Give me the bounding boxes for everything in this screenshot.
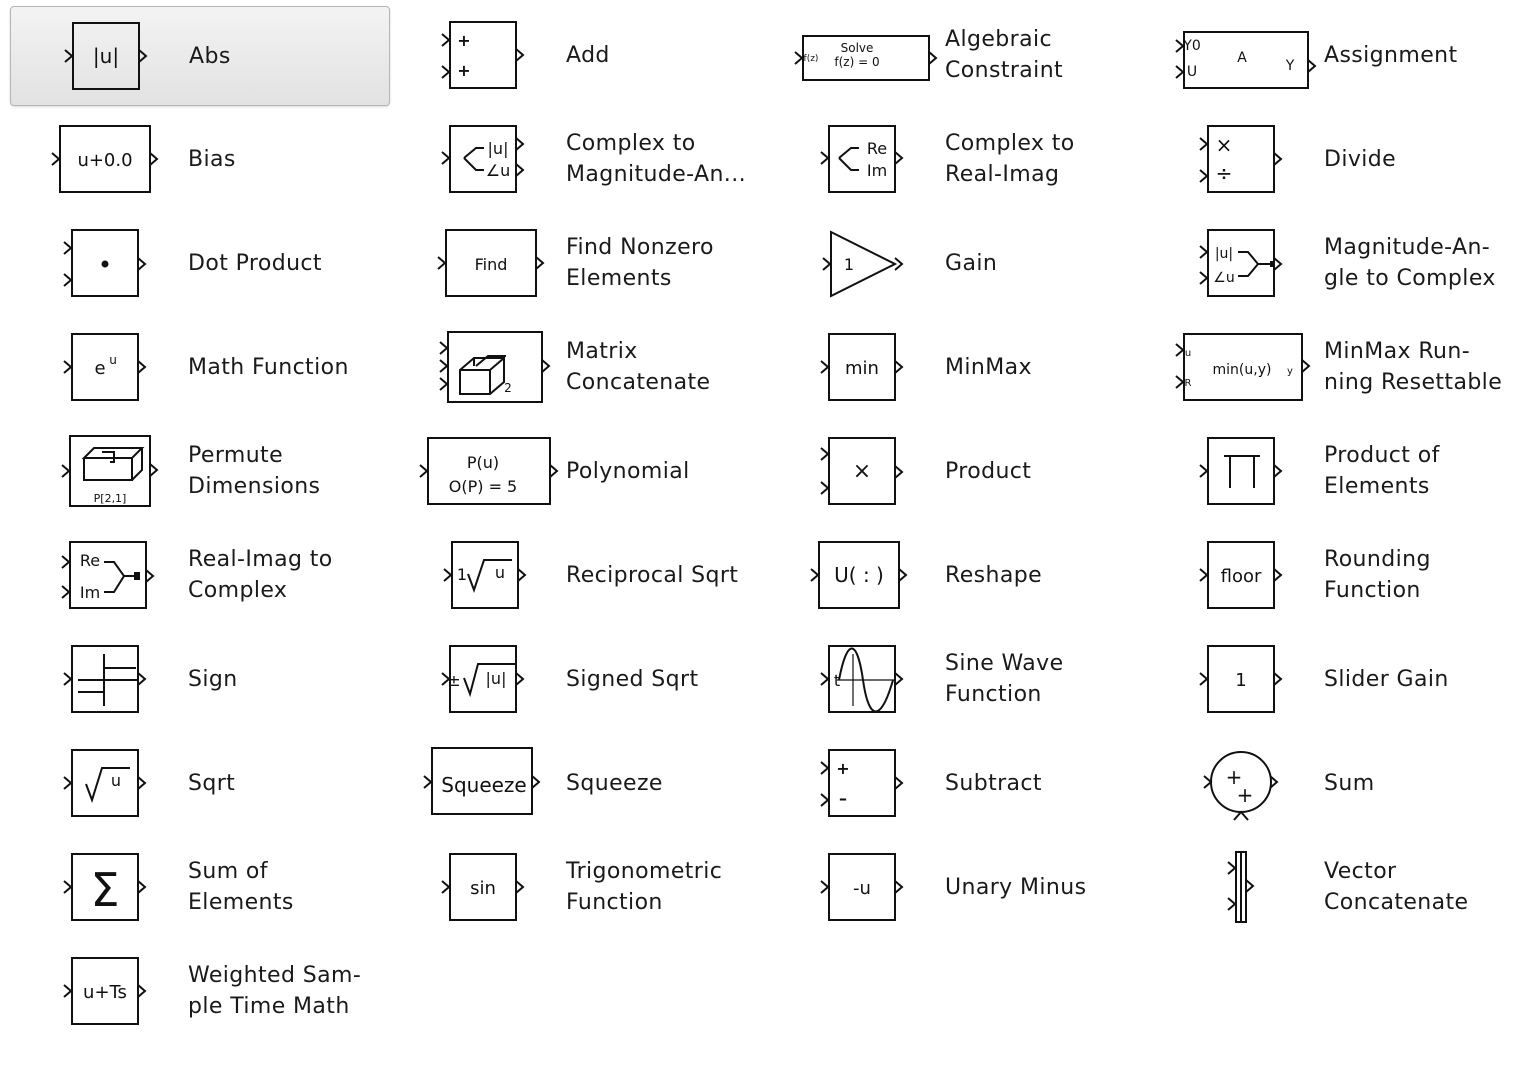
block-label: Abs [189,43,231,69]
block-sine-wave[interactable] [767,630,1145,728]
complex-to-magnitude-angle-icon[interactable] [418,118,548,200]
block-complex-to-magnitude-angle[interactable] [388,110,766,208]
block-sum[interactable] [1146,734,1524,832]
trigonometric-function-icon[interactable] [418,846,548,928]
svg-text:u: u [109,353,117,367]
block-product-of-elements[interactable] [1146,422,1524,520]
svg-text:P[2,1]: P[2,1] [93,492,127,505]
block-sign[interactable] [10,630,388,728]
divide-icon[interactable] [1176,118,1306,200]
block-label: Find Nonzero Elements [566,235,714,291]
block-label: Math Function [188,354,349,380]
bias-icon[interactable] [40,118,170,200]
abs-icon[interactable] [41,15,171,97]
block-minmax-resettable[interactable] [1146,318,1524,416]
svg-text:floor: floor [1220,566,1262,587]
block-signed-sqrt[interactable] [388,630,766,728]
block-label: Magnitude-An- gle to Complex [1324,235,1496,291]
block-label: MinMax Run- ning Resettable [1324,339,1503,395]
svg-text:2: 2 [504,381,512,395]
block-label: Slider Gain [1324,666,1449,692]
svg-text:Σ: Σ [90,863,120,917]
block-label: Product of Elements [1324,443,1440,499]
block-label: MinMax [945,354,1032,380]
block-math-function[interactable] [10,318,388,416]
block-vector-concatenate[interactable] [1146,838,1524,936]
algebraic-constraint-icon[interactable] [797,14,927,96]
svg-text:u: u [1184,348,1192,359]
svg-text:|u|: |u| [92,44,120,68]
block-label: Dot Product [188,250,322,276]
block-minmax[interactable] [767,318,1145,416]
sum-icon[interactable] [1176,742,1306,824]
svg-text:1: 1 [1235,670,1247,691]
block-label: Rounding Function [1324,547,1431,603]
block-algebraic-constraint[interactable] [767,6,1145,104]
block-label: Sum of Elements [188,859,294,915]
block-reshape[interactable] [767,526,1145,624]
block-label: Weighted Sam- ple Time Math [188,963,362,1019]
block-label: Vector Concatenate [1324,859,1469,915]
block-label: Sum [1324,770,1375,796]
sum-of-elements-icon[interactable] [40,846,170,928]
sign-icon[interactable] [40,638,170,720]
block-assignment[interactable] [1146,6,1524,104]
signed-sqrt-icon[interactable] [418,638,548,720]
block-rounding-function[interactable] [1146,526,1524,624]
block-product[interactable] [767,422,1145,520]
svg-text:±: ± [447,671,461,690]
svg-text:U: U [1186,64,1198,80]
svg-text:R: R [1184,378,1192,389]
matrix-concatenate-icon[interactable] [418,326,548,408]
squeeze-icon[interactable] [418,742,548,824]
add-icon[interactable] [418,14,548,96]
find-nonzero-icon[interactable] [418,222,548,304]
block-label: Sine Wave Function [945,651,1064,707]
minmax-icon[interactable] [797,326,927,408]
block-subtract[interactable] [767,734,1145,832]
block-label: Assignment [1324,42,1458,68]
permute-dimensions-icon[interactable] [40,430,170,512]
block-label: Sqrt [188,770,236,796]
block-gain[interactable] [767,214,1145,312]
svg-text:–: – [839,789,847,808]
svg-text:+: + [1236,783,1254,807]
block-sum-of-elements[interactable] [10,838,388,936]
block-add[interactable] [388,6,766,104]
svg-text:u: u [494,563,506,582]
block-magnitude-angle-to-complex[interactable] [1146,214,1524,312]
svg-text:|u|: |u| [1214,246,1234,262]
block-label: Gain [945,250,998,276]
block-label: Polynomial [566,458,690,484]
svg-text:Y: Y [1285,58,1295,74]
svg-text:1: 1 [843,255,855,274]
reciprocal-sqrt-icon[interactable] [418,534,548,616]
svg-text:f(z): f(z) [803,54,819,64]
svg-text:y: y [1287,366,1293,377]
minmax-resettable-icon[interactable] [1176,326,1306,408]
svg-text:∠u: ∠u [485,161,511,180]
svg-text:min(u,y): min(u,y) [1212,362,1272,378]
block-label: Divide [1324,146,1397,172]
block-real-imag-to-complex[interactable] [10,526,388,624]
svg-text:O(P) = 5: O(P) = 5 [448,477,518,496]
product-icon[interactable] [797,430,927,512]
block-label: Reshape [945,562,1043,588]
block-label: Bias [188,146,236,172]
magnitude-angle-to-complex-icon[interactable] [1176,222,1306,304]
block-label: Algebraic Constraint [945,27,1064,83]
sine-wave-icon[interactable] [797,638,927,720]
block-divide[interactable] [1146,110,1524,208]
block-label: Product [945,458,1032,484]
svg-text:e: e [94,358,106,379]
block-label: Sign [188,666,238,692]
block-squeeze[interactable] [388,734,766,832]
svg-text:sin: sin [470,878,496,899]
block-dot-product[interactable] [10,214,388,312]
block-matrix-concatenate[interactable] [388,318,766,416]
block-unary-minus[interactable] [767,838,1145,936]
block-label: Complex to Real-Imag [945,131,1075,187]
block-label: Reciprocal Sqrt [566,562,739,588]
block-label: Unary Minus [945,874,1087,900]
product-of-elements-icon[interactable] [1176,430,1306,512]
svg-text:1: 1 [456,565,468,584]
real-imag-to-complex-icon[interactable] [40,534,170,616]
block-abs[interactable] [10,6,390,106]
svg-text:+: + [1225,765,1243,789]
block-label: Permute Dimensions [188,443,321,499]
svg-text:Solve: Solve [840,41,874,55]
block-label: Real-Imag to Complex [188,547,333,603]
svg-text:A: A [1237,50,1247,66]
weighted-sample-time-math-icon[interactable] [40,950,170,1032]
block-label: Matrix Concatenate [566,339,711,395]
svg-text:P(u): P(u) [466,453,500,472]
svg-text:-u: -u [853,878,871,899]
block-label: Trigonometric Function [566,859,723,915]
svg-text:Squeeze: Squeeze [441,773,527,797]
polynomial-icon[interactable] [418,430,548,512]
svg-text:∠u: ∠u [1213,270,1235,286]
block-label: Complex to Magnitude-An... [566,131,746,187]
block-reciprocal-sqrt[interactable] [388,526,766,624]
svg-text:×: × [1215,133,1233,157]
svg-text:Y0: Y0 [1183,38,1201,54]
reshape-icon[interactable] [797,534,927,616]
gain-icon[interactable] [797,222,927,304]
block-label: Signed Sqrt [566,666,699,692]
svg-text:×: × [852,459,872,484]
assignment-icon[interactable] [1176,14,1306,96]
block-weighted-sample-time-math[interactable] [10,942,388,1040]
svg-text:+: + [836,759,850,778]
unary-minus-icon[interactable] [797,846,927,928]
subtract-icon[interactable] [797,742,927,824]
rounding-function-icon[interactable] [1176,534,1306,616]
svg-text:f(z) = 0: f(z) = 0 [834,55,880,69]
svg-text:Im: Im [79,583,101,602]
block-polynomial[interactable] [388,422,766,520]
block-trigonometric-function[interactable] [388,838,766,936]
svg-text:u+0.0: u+0.0 [77,150,133,171]
block-complex-to-real-imag[interactable] [767,110,1145,208]
block-label: Squeeze [566,770,663,796]
svg-text:t: t [833,671,841,690]
svg-text:Re: Re [866,139,888,158]
block-sqrt[interactable] [10,734,388,832]
svg-text:U( : ): U( : ) [834,563,884,587]
block-permute-dimensions[interactable] [10,422,388,520]
dot-product-icon[interactable] [40,222,170,304]
sqrt-icon[interactable] [40,742,170,824]
math-function-icon[interactable] [40,326,170,408]
svg-text:+: + [457,31,471,50]
svg-text:÷: ÷ [1215,161,1233,185]
svg-text:|u|: |u| [487,139,509,158]
svg-text:u: u [110,771,122,790]
block-find-nonzero[interactable] [388,214,766,312]
svg-text:|u|: |u| [485,669,507,688]
block-label: Subtract [945,770,1042,796]
complex-to-real-imag-icon[interactable] [797,118,927,200]
svg-text:Find: Find [474,255,508,274]
block-label: Add [566,42,610,68]
svg-text:u+Ts: u+Ts [83,982,127,1003]
svg-text:Re: Re [79,551,101,570]
svg-text:Im: Im [866,161,888,180]
svg-text:min: min [845,358,879,379]
block-bias[interactable] [10,110,388,208]
vector-concatenate-icon[interactable] [1176,846,1306,928]
svg-text:+: + [457,61,471,80]
block-slider-gain[interactable] [1146,630,1524,728]
slider-gain-icon[interactable] [1176,638,1306,720]
